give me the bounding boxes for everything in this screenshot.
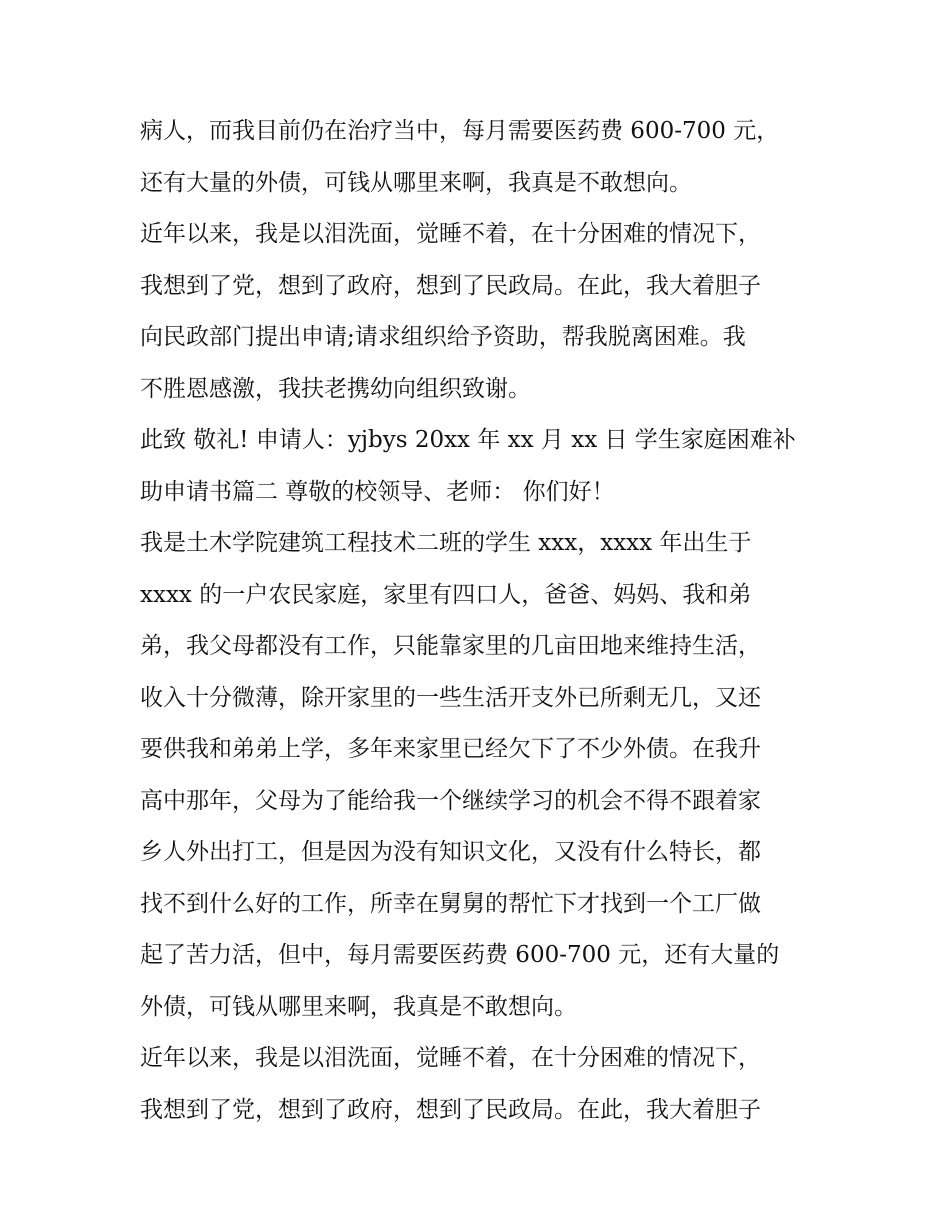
text-line: 起了苦力活，但中，每月需要医药费 600-700 元，还有大量的 — [140, 942, 780, 968]
text-line: 近年以来，我是以泪洗面，觉睡不着，在十分困难的情况下， — [140, 221, 761, 247]
text-line: 向民政部门提出申请;请求组织给予资助，帮我脱离困难。我 — [140, 324, 746, 350]
text-line: 要供我和弟弟上学，多年来家里已经欠下了不少外债。在我升 — [140, 736, 761, 762]
text-line: 收入十分微薄，除开家里的一些生活开支外已所剩无几，又还 — [140, 684, 761, 711]
text-line: 还有大量的外债，可钱从哪里来啊，我真是不敢想向。 — [140, 169, 692, 196]
text-line: 高中那年，父母为了能给我一个继续学习的机会不得不跟着家 — [140, 787, 761, 814]
text-line: 此致 敬礼! 申请人：yjbys 20xx 年 xx 月 xx 日 学生家庭困难补 — [140, 427, 796, 453]
text-line: 不胜恩感激，我扶老携幼向组织致谢。 — [140, 375, 531, 402]
text-line: 我想到了党，想到了政府，想到了民政局。在此，我大着胆子 — [140, 1096, 761, 1123]
text-line: 我想到了党，想到了政府，想到了民政局。在此，我大着胆子 — [140, 272, 761, 299]
text-line: xxxx 的一户农民家庭，家里有四口人，爸爸、妈妈、我和弟 — [140, 581, 752, 608]
text-line: 助申请书篇二 尊敬的校领导、老师： 你们好！ — [140, 478, 615, 505]
text-line: 乡人外出打工，但是因为没有知识文化，又没有什么特长，都 — [140, 839, 761, 865]
text-line: 弟，我父母都没有工作，只能靠家里的几亩田地来维持生活， — [140, 633, 761, 659]
text-line: 病人，而我目前仍在治疗当中，每月需要医药费 600-700 元， — [140, 118, 780, 144]
text-line: 外债，可钱从哪里来啊，我真是不敢想向。 — [140, 993, 577, 1020]
text-line: 我是土木学院建筑工程技术二班的学生 xxx，xxxx 年出生于 — [140, 530, 752, 556]
text-line: 找不到什么好的工作，所幸在舅舅的帮忙下才找到一个工厂做 — [140, 890, 761, 917]
text-line: 近年以来，我是以泪洗面，觉睡不着，在十分困难的情况下， — [140, 1045, 761, 1071]
document-body — [140, 106, 820, 1136]
